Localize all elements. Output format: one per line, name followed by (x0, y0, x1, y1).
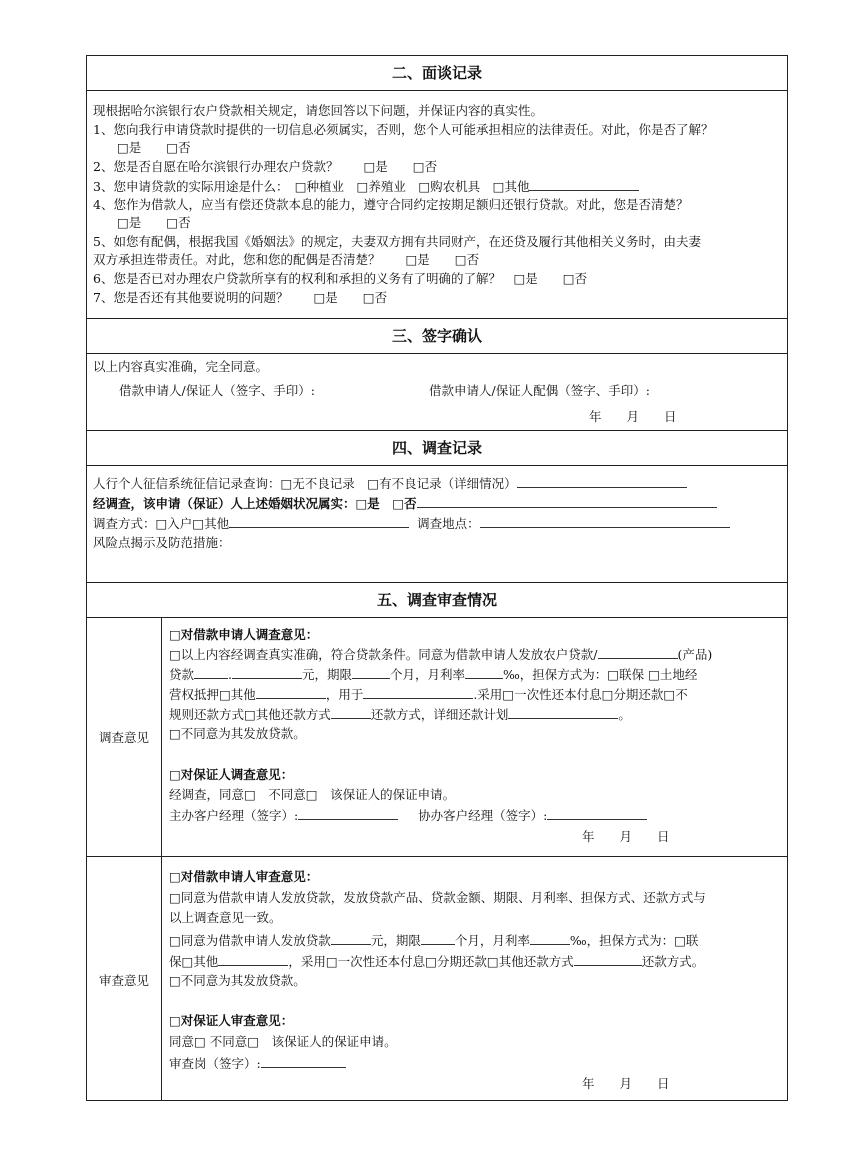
survey-opinion-label-cell (87, 618, 162, 856)
assist-manager-signature[interactable] (547, 806, 647, 820)
survey-reject-option[interactable]: □不同意为其发放贷款。 (169, 726, 306, 741)
review-repayment-other-field[interactable] (574, 952, 642, 966)
reviewer-signature-field[interactable] (261, 1054, 346, 1068)
survey-approve-line-4[interactable]: 规则还款方式□其他还款方式 还款方式，详细还款计划 。 (169, 707, 631, 722)
manager-signature-line[interactable]: 主办客户经理（签字）: 协办客户经理（签字）: (169, 806, 647, 825)
review-opinion-label: 审查意见 (98, 973, 149, 988)
signature-statement: 以上内容真实准确，完全同意。 (93, 359, 269, 374)
method-other-field[interactable] (229, 514, 409, 528)
question-4-options[interactable]: □是 □否 (117, 215, 191, 230)
survey-approve-line-1[interactable]: □以上内容经调查真实准确，符合贷款条件。同意为借款申请人发放农户贷款/ (产品) (169, 647, 713, 662)
survey-approve-line-2[interactable]: 贷款 . 元，期限 个月，月利率 ‰，担保方式为：□联保 □土地经 (169, 667, 698, 682)
review-agree-line-1[interactable]: □同意为借款申请人发放贷款，发放贷款产品、贷款金额、期限、月利率、担保方式、还款方式与 (169, 890, 706, 905)
loan-use-field[interactable] (363, 685, 473, 699)
question-5-line-2[interactable]: 双方承担连带责任。对此，您和您的配偶是否清楚？ □是 □否 (93, 252, 480, 267)
guarantor-survey-options[interactable]: 经调查，同意□ 不同意□ 该保证人的保证申请。 (169, 787, 456, 802)
guarantor-review-options[interactable]: 同意□ 不同意□ 该保证人的保证申请。 (169, 1034, 397, 1049)
survey-opinion-label: 调查意见 (98, 730, 149, 745)
survey-location-field[interactable] (480, 514, 730, 528)
signature-date[interactable]: 年 月 日 (589, 409, 677, 424)
credit-check-line[interactable]: 人行个人征信系统征信记录查询：□无不良记录 □有不良记录（详细情况） (93, 474, 687, 493)
product-field[interactable] (598, 645, 678, 659)
review-approve-line-1[interactable]: □同意为借款申请人发放贷款 元，期限 个月，月利率 ‰，担保方式为：□联 (169, 933, 699, 948)
loan-form (86, 55, 788, 1101)
section-review-title: 五、调查审查情况 (87, 583, 787, 618)
marriage-detail-field[interactable] (417, 494, 717, 508)
question-1: 1、您向我行申请贷款时提供的一切信息必须属实，否则，您个人可能承担相应的法律责任。对此，你是否了解？ (93, 122, 714, 137)
review-rate-field[interactable] (530, 931, 570, 945)
review-reject-option[interactable]: □不同意为其发放贷款。 (169, 973, 306, 988)
question-4: 4、您作为借款人，应当有偿还贷款本息的能力，遵守合同约定按期足额归还银行贷款。对此，您是否清楚？ (93, 197, 689, 212)
review-term-field[interactable] (421, 931, 455, 945)
guarantor-review-heading[interactable]: □对保证人审查意见： (169, 1013, 294, 1028)
review-amount-field[interactable] (331, 931, 371, 945)
review-approve-line-2[interactable]: 保□其他 ，采用□一次性还本付息□分期还款□其他还款方式 还款方式。 (169, 954, 705, 969)
repayment-other-field[interactable] (331, 705, 371, 719)
review-agree-line-2: 以上调查意见一致。 (169, 910, 282, 925)
amount-field[interactable] (232, 665, 302, 679)
marriage-verification-line[interactable]: 经调查，该申请（保证）人上述婚姻状况属实：□是 □否 (93, 494, 717, 513)
guarantor-survey-heading[interactable]: □对保证人调查意见： (169, 767, 294, 782)
applicant-survey-heading[interactable]: □对借款申请人调查意见： (169, 627, 319, 642)
review-date[interactable]: 年 月 日 (582, 1076, 670, 1091)
risk-measures-label[interactable]: 风险点揭示及防范措施： (93, 535, 231, 550)
rate-field[interactable] (465, 665, 503, 679)
question-5-line-1: 5、如您有配偶，根据我国《婚姻法》的规定，夫妻双方拥有共同财产，在还贷及履行其他相关义务时，由夫妻 (93, 234, 701, 249)
survey-approve-line-3[interactable]: 营权抵押□其他 ，用于 .采用□一次性还本付息□分期还款□不 (169, 687, 688, 702)
repayment-plan-field[interactable] (508, 705, 618, 719)
guarantee-other-field[interactable] (256, 685, 326, 699)
review-guarantee-other-field[interactable] (218, 952, 288, 966)
section-signature-title: 三、签字确认 (87, 319, 787, 354)
question-1-options[interactable]: □是 □否 (117, 140, 191, 155)
interview-intro: 现根据哈尔滨银行农户贷款相关规定，请您回答以下问题，并保证内容的真实性。 (93, 103, 544, 118)
main-manager-signature[interactable] (298, 806, 398, 820)
divider (87, 856, 787, 857)
question-2[interactable]: 2、您是否自愿在哈尔滨银行办理农户贷款？ □是 □否 (93, 159, 438, 174)
section-interview-title: 二、面谈记录 (87, 56, 787, 91)
question-6[interactable]: 6、您是否已对办理农户贷款所享有的权利和承担的义务有了明确的了解？ □是 □否 (93, 271, 588, 286)
applicant-review-heading[interactable]: □对借款申请人审查意见： (169, 869, 319, 884)
review-opinion-label-cell (87, 857, 162, 1101)
reviewer-signature-line[interactable]: 审查岗（签字）: (169, 1054, 346, 1073)
section-investigation-title: 四、调查记录 (87, 431, 787, 466)
survey-date[interactable]: 年 月 日 (582, 829, 670, 844)
question-3[interactable]: 3、您申请贷款的实际用途是什么： □种植业 □养殖业 □购农机具 □其他 (93, 177, 639, 196)
applicant-signature-label[interactable]: 借款申请人/保证人（签字、手印）: (119, 383, 315, 398)
credit-detail-field[interactable] (517, 474, 687, 488)
question-7[interactable]: 7、您是否还有其他要说明的问题？ □是 □否 (93, 290, 388, 305)
spouse-signature-label[interactable]: 借款申请人/保证人配偶（签字、手印）: (429, 383, 650, 398)
term-field[interactable] (352, 665, 390, 679)
survey-method-line[interactable]: 调查方式：□入户□其他 调查地点： (93, 514, 730, 533)
purpose-other-field[interactable] (529, 177, 639, 191)
